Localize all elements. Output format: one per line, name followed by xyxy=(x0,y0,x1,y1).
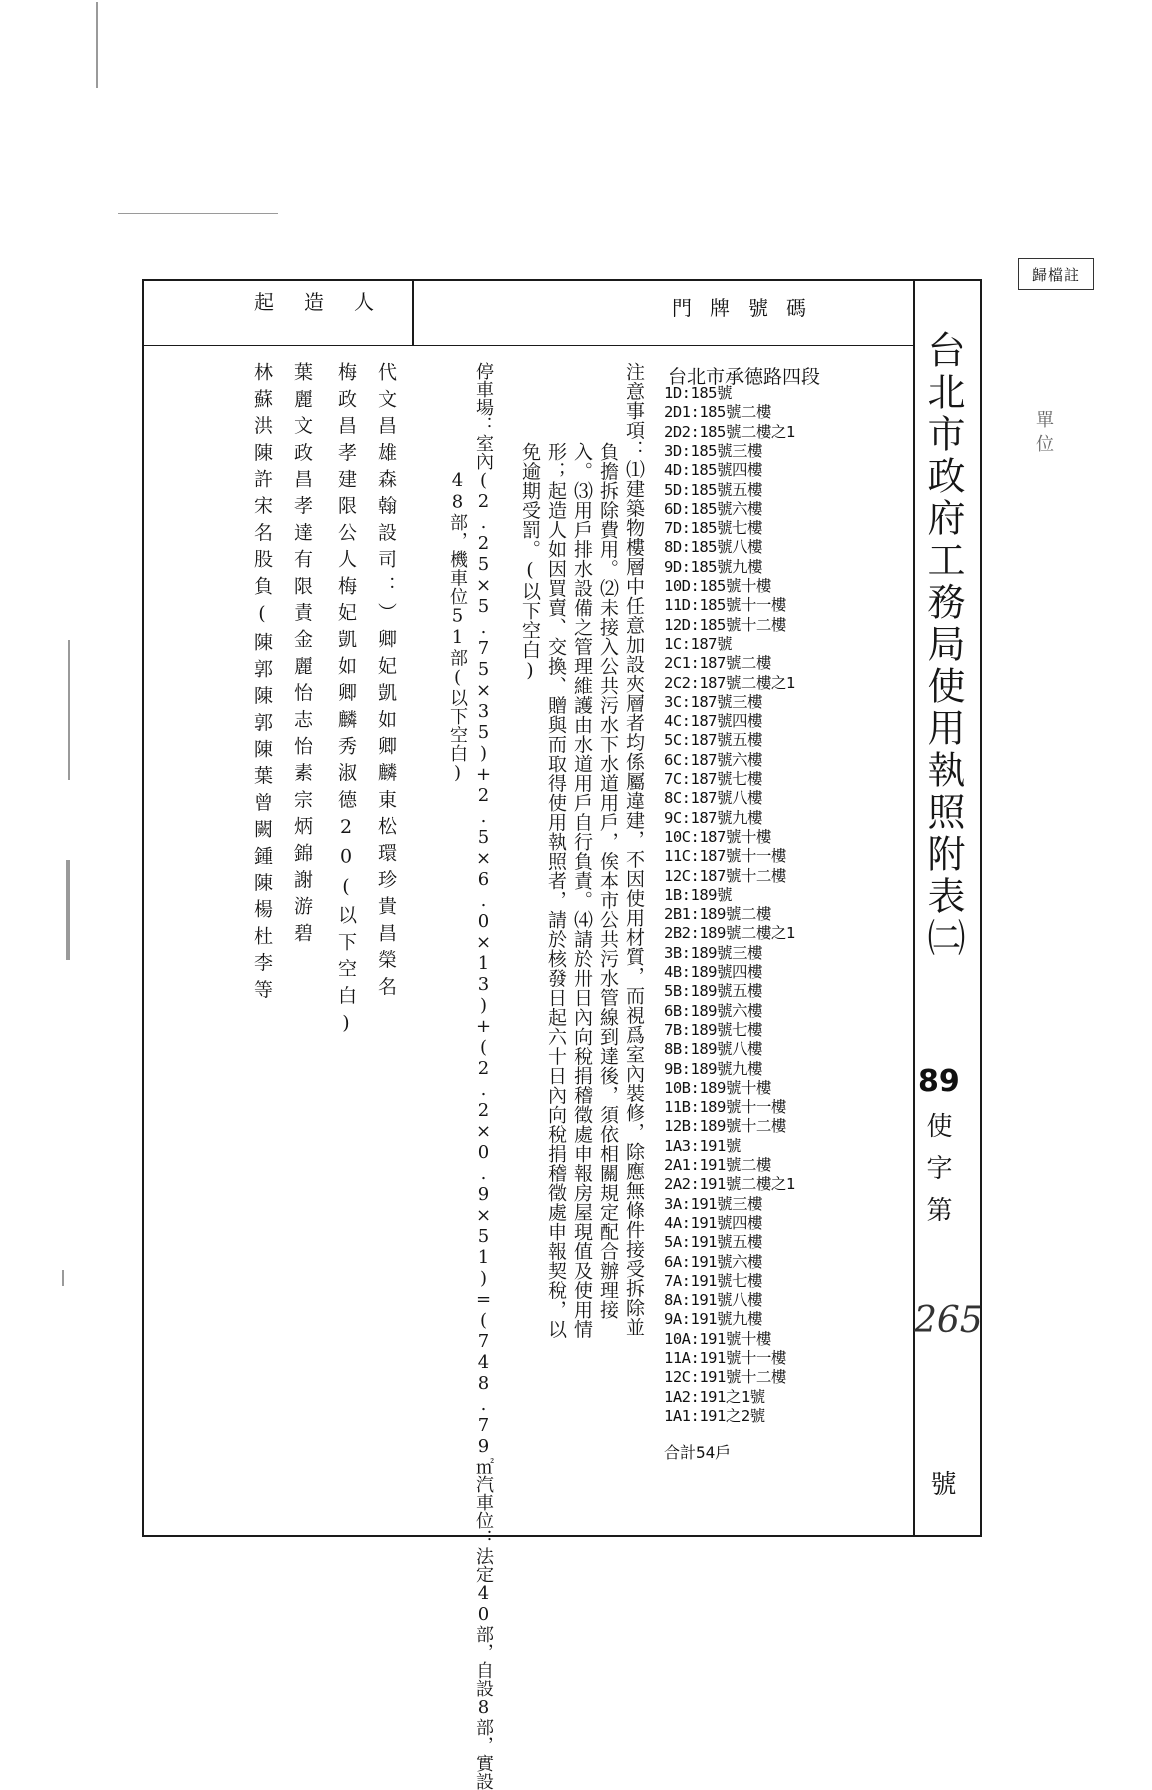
scan-mark xyxy=(68,640,70,780)
address-line: 9A:191號九樓 xyxy=(664,1310,762,1329)
address-line: 1B:189號 xyxy=(664,885,732,904)
address-line: 7A:191號七樓 xyxy=(664,1271,762,1290)
note-column-3: 入。⑶用戶排水設備之管理維護由水道用戶自行負責。⑷請於卅日內向稅捐稽徵處申報房屋現值及使用情 xyxy=(571,442,593,1339)
address-line: 6B:189號六樓 xyxy=(664,1001,762,1020)
address-line: 11D:185號十一樓 xyxy=(664,596,786,615)
document-title: 台北市政府工務局使用執照附表㈡ xyxy=(921,330,965,960)
address-line: 2A2:191號二樓之1 xyxy=(664,1175,795,1194)
address-header: 門牌號碼 xyxy=(672,296,824,320)
address-line: 9B:189號九樓 xyxy=(664,1059,762,1078)
address-line: 8D:185號八樓 xyxy=(664,538,762,557)
address-line: 6A:191號六樓 xyxy=(664,1252,762,1271)
address-line: 3C:187號三樓 xyxy=(664,692,762,711)
address-line: 11C:187號十一樓 xyxy=(664,847,786,866)
address-line: 2C1:187號二樓 xyxy=(664,654,771,673)
address-line: 12C:187號十二樓 xyxy=(664,866,786,885)
note-column-1: 注意事項：⑴建築物樓層中任意加設夾層者均係屬違建，不因使用材質，而視爲室內裝修，除應無條件接受拆除並 xyxy=(623,362,645,1337)
address-line: 8A:191號八樓 xyxy=(664,1291,762,1310)
address-line: 4D:185號四樓 xyxy=(664,461,762,480)
address-line: 3B:189號三樓 xyxy=(664,943,762,962)
parking-column-2: 48部，機車位51部(以下空白) xyxy=(447,470,468,784)
address-line: 10C:187號十樓 xyxy=(664,827,771,846)
title-divider xyxy=(913,279,915,1537)
address-line: 8B:189號八樓 xyxy=(664,1040,762,1059)
address-line: 2A1:191號二樓 xyxy=(664,1156,771,1174)
address-line: 6D:185號六樓 xyxy=(664,499,762,518)
address-line: 1A2:191之1號 xyxy=(664,1387,765,1406)
address-line: 1A1:191之2號 xyxy=(664,1406,765,1425)
builder-column-4: 林蘇洪陳許宋名股負(陳郭陳郭陳葉曾闕鍾陳楊杜李等 xyxy=(251,362,273,1006)
address-line: 5B:189號五樓 xyxy=(664,982,762,1001)
address-line: 11B:189號十一樓 xyxy=(664,1098,786,1117)
address-line: 2D1:185號二樓 xyxy=(664,403,771,422)
address-line: 1D:185號 xyxy=(664,384,732,402)
license-middle: 使字第 xyxy=(922,1112,952,1238)
address-divider xyxy=(412,279,414,345)
address-line: 7C:187號七樓 xyxy=(664,770,762,788)
license-number: 265 xyxy=(914,1300,983,1341)
address-line: 2B2:189號二樓之1 xyxy=(664,924,795,943)
builder-header: 起造人 xyxy=(254,290,404,314)
note-column-2: 負擔拆除費用。⑵未接入公共污水下水道用戶，俟本市公共污水管線到達後，須依相關規定配合辦理接 xyxy=(597,442,619,1320)
address-line: 1C:187號 xyxy=(664,634,732,653)
address-line: 11A:191號十一樓 xyxy=(664,1349,786,1367)
address-line: 2D2:185號二樓之1 xyxy=(664,422,795,441)
street-name: 台北市承德路四段 xyxy=(668,366,821,388)
address-line: 4B:189號四樓 xyxy=(664,963,762,981)
address-line: 12B:189號十二樓 xyxy=(664,1117,786,1136)
note-column-5: 免逾期受罰。(以下空白) xyxy=(519,442,541,682)
builder-column-3: 葉麗文政昌孝達有限責金麗怡志怡素宗炳錦謝游碧 xyxy=(291,362,313,950)
address-line: 10D:185號十樓 xyxy=(664,577,771,595)
address-line: 9C:187號九樓 xyxy=(664,808,762,827)
license-suffix: 號 xyxy=(926,1470,956,1505)
address-line: 9D:185號九樓 xyxy=(664,557,762,576)
address-line: 5A:191號五樓 xyxy=(664,1233,762,1252)
note-column-4: 形；起造人如因買賣、交換、贈與而取得使用執照者，請於核發日起六十日內向稅捐稽徵處申報契稅，以 xyxy=(545,442,567,1339)
scan-mark xyxy=(62,1270,64,1286)
parking-column-1: 停車場：室內(2.25×5.75×35)+2.5×6.0×13)+(2.2×0.9×51)=(748.79㎡汽車位：法定40部，自設8部，實設 xyxy=(473,362,494,1790)
address-line: 6C:187號六樓 xyxy=(664,750,762,769)
builder-column-1: 代文昌雄森翰設司：）卿妃凱如卿麟東松環珍貴昌榮名 xyxy=(375,362,397,1003)
address-line: 1A3:191號 xyxy=(664,1136,741,1155)
scan-mark xyxy=(96,2,98,88)
license-prefix: 89 xyxy=(918,1064,960,1099)
address-total: 合計54戶 xyxy=(664,1443,732,1462)
address-line: 7B:189號七樓 xyxy=(664,1020,762,1039)
address-line: 2C2:187號二樓之1 xyxy=(664,673,795,692)
address-line: 12D:185號十二樓 xyxy=(664,615,786,634)
builder-column-2: 梅政昌孝建限公人梅妃凱如卿麟秀淑德20(以下空白) xyxy=(335,362,357,1042)
scan-mark xyxy=(118,213,278,214)
address-line: 7D:185號七樓 xyxy=(664,519,762,538)
address-line: 2B1:189號二樓 xyxy=(664,905,771,924)
address-line: 5D:185號五樓 xyxy=(664,480,762,499)
address-line: 3A:191號三樓 xyxy=(664,1194,762,1213)
address-line: 5C:187號五樓 xyxy=(664,731,762,750)
address-line: 12C:191號十二樓 xyxy=(664,1368,786,1387)
side-annotation: 單位 xyxy=(1033,410,1054,458)
address-line: 3D:185號三樓 xyxy=(664,441,762,460)
address-line: 8C:187號八樓 xyxy=(664,789,762,808)
scan-mark xyxy=(66,860,70,960)
address-line: 4C:187號四樓 xyxy=(664,712,762,731)
header-rule xyxy=(142,345,915,346)
address-line: 10B:189號十樓 xyxy=(664,1078,771,1097)
address-line: 10A:191號十樓 xyxy=(664,1329,771,1348)
archive-stamp: 歸檔註 xyxy=(1018,258,1094,290)
address-line: 4A:191號四樓 xyxy=(664,1213,762,1232)
